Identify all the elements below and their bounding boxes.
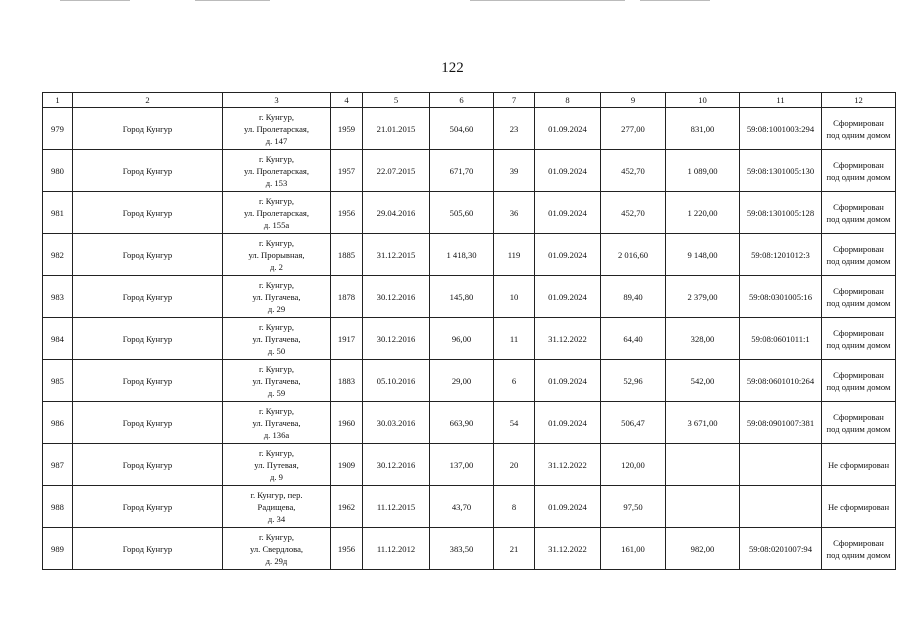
value-cell <box>666 444 740 486</box>
address-cell <box>223 150 331 192</box>
address-line: ул. Пугачева, <box>252 375 301 386</box>
scan-top-line-far-right <box>640 0 710 1</box>
table-row <box>43 402 896 444</box>
value-cell: 3 671,00 <box>666 402 740 444</box>
cadastral-number-cell: 59:08:1201012:3 <box>740 234 822 276</box>
address-line: ул. Свердлова, <box>249 543 304 554</box>
status-line: Сформирован <box>833 327 884 338</box>
address-cell <box>223 276 331 318</box>
status-cell <box>822 528 896 570</box>
address-line: ул. Пугачева, <box>252 417 301 428</box>
table-row <box>43 192 896 234</box>
address-cell <box>223 318 331 360</box>
status-line: под одним домом <box>826 255 891 266</box>
row-number: 983 <box>43 276 73 318</box>
table-row <box>43 528 896 570</box>
status-cell <box>822 234 896 276</box>
table-row <box>43 276 896 318</box>
address-cell <box>223 360 331 402</box>
year-cell: 1960 <box>331 402 363 444</box>
cadastral-number-cell <box>740 444 822 486</box>
address-cell <box>223 234 331 276</box>
table-row <box>43 486 896 528</box>
address-line: ул. Пролетарская, <box>243 207 310 218</box>
cadastral-number-cell <box>740 486 822 528</box>
cadastral-number-cell: 59:08:1301005:128 <box>740 192 822 234</box>
year-cell: 1956 <box>331 528 363 570</box>
value-cell: 982,00 <box>666 528 740 570</box>
count-cell: 119 <box>494 234 535 276</box>
value-cell: 120,00 <box>601 444 666 486</box>
address-line: г. Кунгур, пер. <box>250 489 303 500</box>
address-line: г. Кунгур, <box>258 195 295 206</box>
status-line: Сформирован <box>833 117 884 128</box>
status-line: Сформирован <box>833 369 884 380</box>
municipality-cell: Город Кунгур <box>73 234 223 276</box>
count-cell: 11 <box>494 318 535 360</box>
scan-top-line-right <box>470 0 625 1</box>
scan-top-line-left <box>60 0 130 1</box>
address-line: д. 155а <box>263 219 290 230</box>
value-cell: 831,00 <box>666 108 740 150</box>
status-line: Сформирован <box>833 243 884 254</box>
cadastral-number-cell: 59:08:1001003:294 <box>740 108 822 150</box>
address-line: г. Кунгур, <box>258 531 295 542</box>
municipality-cell: Город Кунгур <box>73 276 223 318</box>
address-cell <box>223 486 331 528</box>
area-cell: 29,00 <box>430 360 494 402</box>
date-cell: 22.07.2015 <box>363 150 430 192</box>
address-line: г. Кунгур, <box>258 153 295 164</box>
municipality-cell: Город Кунгур <box>73 150 223 192</box>
value-cell: 161,00 <box>601 528 666 570</box>
year-cell: 1909 <box>331 444 363 486</box>
year-cell: 1957 <box>331 150 363 192</box>
address-line: ул. Пугачева, <box>252 291 301 302</box>
address-line: д. 2 <box>270 261 283 272</box>
cadastral-number-cell: 59:08:0301005:16 <box>740 276 822 318</box>
year-cell: 1885 <box>331 234 363 276</box>
address-cell <box>223 108 331 150</box>
table-row <box>43 108 896 150</box>
municipality-cell: Город Кунгур <box>73 108 223 150</box>
date-cell: 30.03.2016 <box>363 402 430 444</box>
address-cell <box>223 444 331 486</box>
address-line: ул. Пролетарская, <box>243 123 310 134</box>
table-body <box>43 108 896 570</box>
column-header-5: 5 <box>363 93 430 108</box>
status-cell <box>822 444 896 486</box>
status-line: под одним домом <box>826 297 891 308</box>
value-cell: 1 089,00 <box>666 150 740 192</box>
municipality-cell: Город Кунгур <box>73 486 223 528</box>
count-cell: 23 <box>494 108 535 150</box>
value-cell: 64,40 <box>601 318 666 360</box>
cadastral-number-cell: 59:08:0601010:264 <box>740 360 822 402</box>
value-cell: 89,40 <box>601 276 666 318</box>
address-line: д. 9 <box>270 471 283 482</box>
status-cell <box>822 360 896 402</box>
row-number: 984 <box>43 318 73 360</box>
date-cell: 11.12.2015 <box>363 486 430 528</box>
address-cell <box>223 192 331 234</box>
count-cell: 20 <box>494 444 535 486</box>
status-line: под одним домом <box>826 129 891 140</box>
table-row <box>43 150 896 192</box>
status-line: Не сформирован <box>827 501 890 512</box>
area-cell: 663,90 <box>430 402 494 444</box>
value-cell: 1 220,00 <box>666 192 740 234</box>
header-row <box>43 93 896 108</box>
count-cell: 8 <box>494 486 535 528</box>
address-line: ул. Пролетарская, <box>243 165 310 176</box>
address-line: г. Кунгур, <box>258 237 295 248</box>
row-number: 989 <box>43 528 73 570</box>
status-cell <box>822 276 896 318</box>
status-line: под одним домом <box>826 381 891 392</box>
column-header-11: 11 <box>740 93 822 108</box>
date-cell: 30.12.2016 <box>363 318 430 360</box>
year-cell: 1956 <box>331 192 363 234</box>
row-number: 985 <box>43 360 73 402</box>
status-cell <box>822 192 896 234</box>
status-line: Сформирован <box>833 201 884 212</box>
value-cell: 277,00 <box>601 108 666 150</box>
status-line: Сформирован <box>833 537 884 548</box>
date-cell: 01.09.2024 <box>535 150 601 192</box>
row-number: 986 <box>43 402 73 444</box>
year-cell: 1878 <box>331 276 363 318</box>
date-cell: 31.12.2022 <box>535 318 601 360</box>
status-line: Сформирован <box>833 411 884 422</box>
date-cell: 11.12.2012 <box>363 528 430 570</box>
value-cell: 9 148,00 <box>666 234 740 276</box>
date-cell: 01.09.2024 <box>535 360 601 402</box>
date-cell: 30.12.2016 <box>363 276 430 318</box>
table-row <box>43 318 896 360</box>
area-cell: 505,60 <box>430 192 494 234</box>
column-header-7: 7 <box>494 93 535 108</box>
column-header-2: 2 <box>73 93 223 108</box>
area-cell: 137,00 <box>430 444 494 486</box>
address-line: г. Кунгур, <box>258 279 295 290</box>
column-header-12: 12 <box>822 93 896 108</box>
date-cell: 01.09.2024 <box>535 402 601 444</box>
column-header-1: 1 <box>43 93 73 108</box>
value-cell: 452,70 <box>601 150 666 192</box>
status-cell <box>822 486 896 528</box>
address-cell <box>223 402 331 444</box>
date-cell: 21.01.2015 <box>363 108 430 150</box>
date-cell: 01.09.2024 <box>535 486 601 528</box>
cadastral-number-cell: 59:08:0601011:1 <box>740 318 822 360</box>
row-number: 979 <box>43 108 73 150</box>
area-cell: 383,50 <box>430 528 494 570</box>
address-line: г. Кунгур, <box>258 447 295 458</box>
value-cell: 328,00 <box>666 318 740 360</box>
date-cell: 01.09.2024 <box>535 234 601 276</box>
municipality-cell: Город Кунгур <box>73 318 223 360</box>
status-cell <box>822 108 896 150</box>
address-line: ул. Пугачева, <box>252 333 301 344</box>
address-line: д. 29д <box>265 555 288 566</box>
address-line: г. Кунгур, <box>258 363 295 374</box>
municipality-cell: Город Кунгур <box>73 360 223 402</box>
municipality-cell: Город Кунгур <box>73 444 223 486</box>
date-cell: 31.12.2015 <box>363 234 430 276</box>
address-line: д. 153 <box>265 177 288 188</box>
count-cell: 10 <box>494 276 535 318</box>
cadastral-number-cell: 59:08:0901007:381 <box>740 402 822 444</box>
address-line: ул. Путевая, <box>254 459 299 470</box>
cadastral-number-cell: 59:08:0201007:94 <box>740 528 822 570</box>
status-line: под одним домом <box>826 171 891 182</box>
address-line: ул. Прорывная, <box>248 249 305 260</box>
status-line: Сформирован <box>833 285 884 296</box>
column-header-6: 6 <box>430 93 494 108</box>
municipality-cell: Город Кунгур <box>73 528 223 570</box>
scan-top-line-mid <box>195 0 270 1</box>
date-cell: 05.10.2016 <box>363 360 430 402</box>
count-cell: 21 <box>494 528 535 570</box>
area-cell: 96,00 <box>430 318 494 360</box>
table-row <box>43 234 896 276</box>
column-header-9: 9 <box>601 93 666 108</box>
area-cell: 1 418,30 <box>430 234 494 276</box>
count-cell: 6 <box>494 360 535 402</box>
value-cell: 542,00 <box>666 360 740 402</box>
value-cell: 52,96 <box>601 360 666 402</box>
table-row <box>43 444 896 486</box>
column-header-10: 10 <box>666 93 740 108</box>
status-cell <box>822 150 896 192</box>
date-cell: 01.09.2024 <box>535 192 601 234</box>
column-header-3: 3 <box>223 93 331 108</box>
year-cell: 1883 <box>331 360 363 402</box>
value-cell: 506,47 <box>601 402 666 444</box>
address-cell <box>223 528 331 570</box>
status-line: под одним домом <box>826 339 891 350</box>
municipality-cell: Город Кунгур <box>73 402 223 444</box>
status-line: Не сформирован <box>827 459 890 470</box>
address-line: д. 50 <box>267 345 286 356</box>
value-cell: 452,70 <box>601 192 666 234</box>
row-number: 980 <box>43 150 73 192</box>
date-cell: 31.12.2022 <box>535 528 601 570</box>
count-cell: 36 <box>494 192 535 234</box>
address-line: г. Кунгур, <box>258 405 295 416</box>
row-number: 982 <box>43 234 73 276</box>
value-cell: 2 379,00 <box>666 276 740 318</box>
date-cell: 31.12.2022 <box>535 444 601 486</box>
date-cell: 01.09.2024 <box>535 276 601 318</box>
date-cell: 29.04.2016 <box>363 192 430 234</box>
column-header-8: 8 <box>535 93 601 108</box>
address-line: д. 34 <box>267 513 286 524</box>
table-row <box>43 360 896 402</box>
status-line: Сформирован <box>833 159 884 170</box>
value-cell: 2 016,60 <box>601 234 666 276</box>
row-number: 988 <box>43 486 73 528</box>
status-line: под одним домом <box>826 549 891 560</box>
area-cell: 504,60 <box>430 108 494 150</box>
address-line: г. Кунгур, <box>258 111 295 122</box>
status-cell <box>822 318 896 360</box>
address-line: Радищева, <box>257 501 296 512</box>
year-cell: 1959 <box>331 108 363 150</box>
register-table <box>42 92 896 570</box>
area-cell: 145,80 <box>430 276 494 318</box>
address-line: д. 147 <box>265 135 288 146</box>
municipality-cell: Город Кунгур <box>73 192 223 234</box>
address-line: г. Кунгур, <box>258 321 295 332</box>
year-cell: 1962 <box>331 486 363 528</box>
date-cell: 30.12.2016 <box>363 444 430 486</box>
cadastral-number-cell: 59:08:1301005:130 <box>740 150 822 192</box>
year-cell: 1917 <box>331 318 363 360</box>
address-line: д. 59 <box>267 387 286 398</box>
row-number: 987 <box>43 444 73 486</box>
status-line: под одним домом <box>826 213 891 224</box>
row-number: 981 <box>43 192 73 234</box>
status-line: под одним домом <box>826 423 891 434</box>
value-cell: 97,50 <box>601 486 666 528</box>
status-cell <box>822 402 896 444</box>
value-cell <box>666 486 740 528</box>
page-number: 122 <box>441 60 464 76</box>
count-cell: 39 <box>494 150 535 192</box>
address-line: д. 136а <box>263 429 290 440</box>
column-header-4: 4 <box>331 93 363 108</box>
count-cell: 54 <box>494 402 535 444</box>
area-cell: 43,70 <box>430 486 494 528</box>
area-cell: 671,70 <box>430 150 494 192</box>
address-line: д. 29 <box>267 303 286 314</box>
date-cell: 01.09.2024 <box>535 108 601 150</box>
